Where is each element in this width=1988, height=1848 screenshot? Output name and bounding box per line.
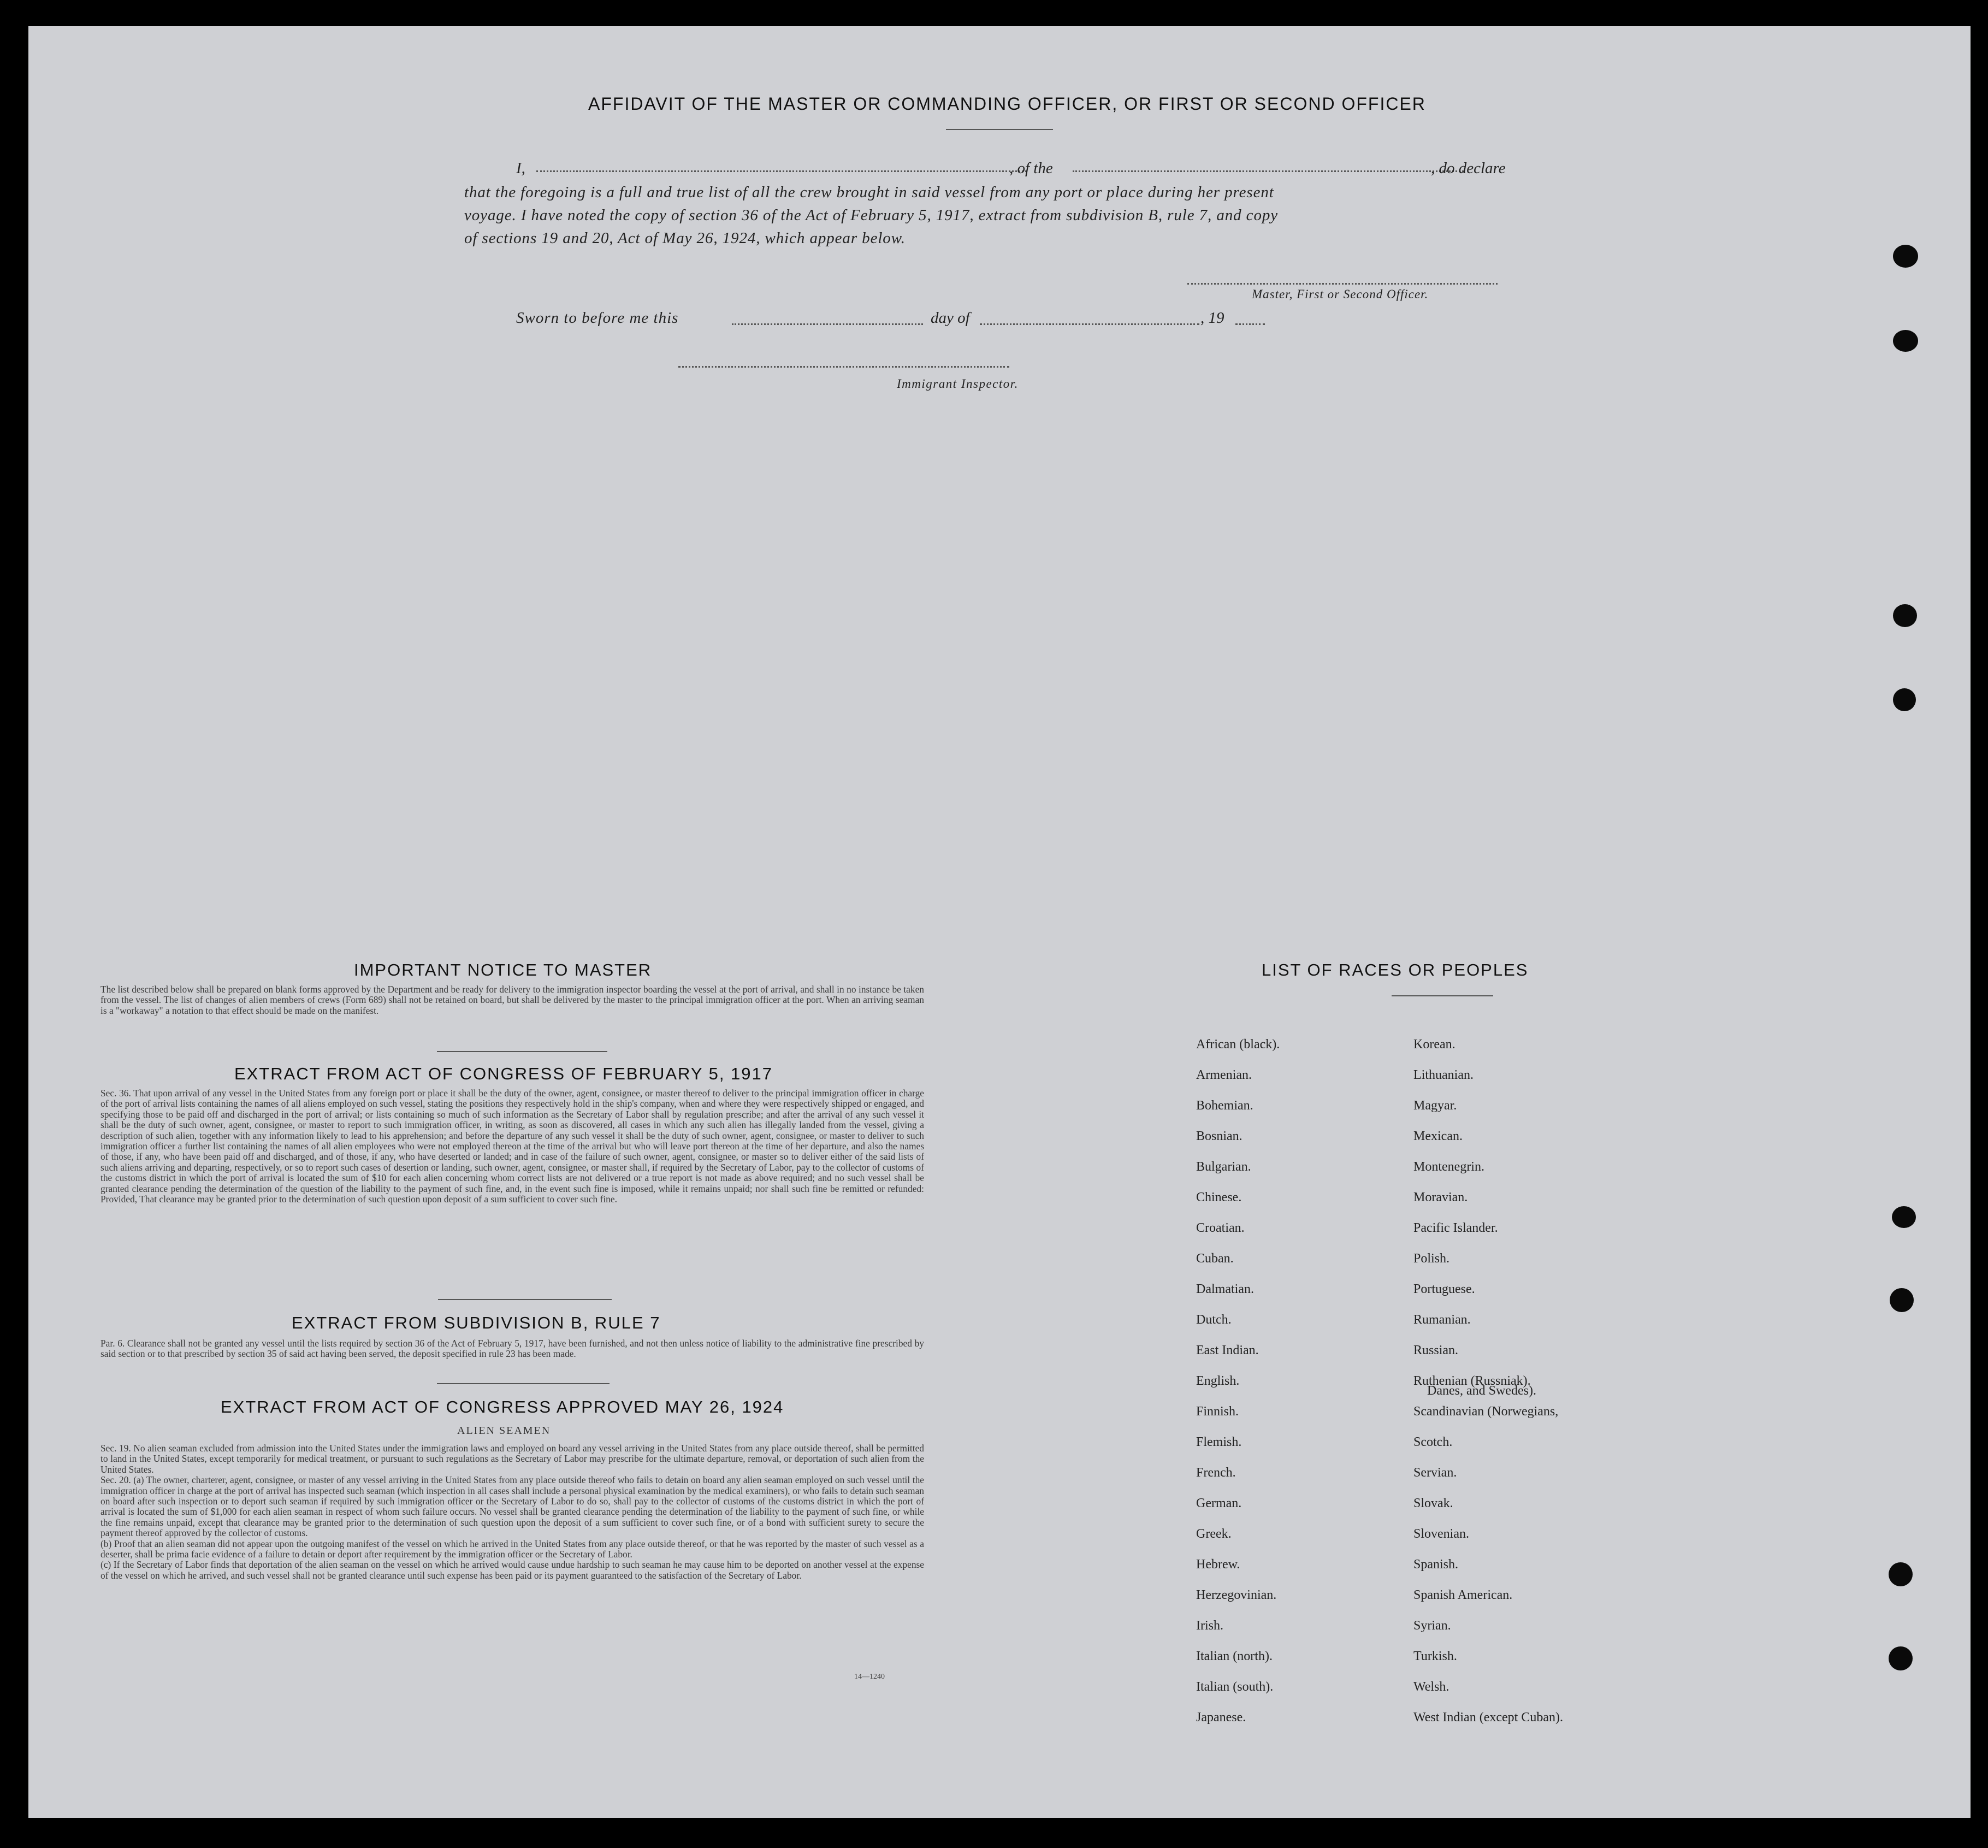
year-label: , 19 [1200, 309, 1224, 327]
race-item-moravian: Moravian. [1413, 1190, 1468, 1205]
extract-1917-text: Sec. 36. That upon arrival of any vessel in the United States from any foreign port or place it shall be the duty of the owner, agent, consignee, or master thereof to deliver to the principal immigration officer in charge of the port of arrival lists containing the names of all aliens employed on such vessel, stating the positions they respectively hold in the ship's company, when and where they were respectively shipped or engaged, and specifying those to be paid off and discharged in the port of arrival; or lists containing so much of such information as the Secretary of Labor shall by regulation prescribe; and after the arrival of any such vessel it shall be the duty of such owner, agent, consignee, or master to report to such immigration officer, in writing, as soon as discovered, all cases in which any such alien has illegally landed from the vessel, giving a description of such alien, together with any information likely to lead to his apprehension; and before the departure of any such vessel it shall be the duty of such owner, agent, consignee, or master to deliver to such immigration officer a further list containing the names of all alien employees who were not employed thereon at the time of the arrival but who will leave port thereon at the time of her departure, and also the names of those, if any, who have been paid off and discharged, and of those, if any, who have deserted or landed; and in case of the failure of such owner, agent, consignee, or master so to deliver either of the said lists of such aliens arriving and departing, respectively, or so to report such cases of desertion or landing, such owner, agent, consignee, or master shall, if required by the Secretary of Labor, pay to the collector of customs of the customs district in which the port of arrival is located the sum of $10 for each alien concerning whom correct lists are not delivered or a true report is not made as above required; and no such vessel shall be granted clearance pending the determination of the question of the liability to the payment of such fine, and, in the event such fine is imposed, while it remains unpaid; nor shall such fine be remitted or refunded: Provided, That clearance may be granted prior to the determination of such question upon deposit of a sum sufficient to cover such fine. [100, 1088, 924, 1205]
race-item-ruthenian-russniak: Ruthenian (Russniak). [1413, 1374, 1531, 1388]
affidavit-line-4: of sections 19 and 20, Act of May 26, 1924, which appear below. [464, 229, 906, 247]
race-item-dutch: Dutch. [1196, 1313, 1232, 1327]
extract-1917-rule [438, 1299, 612, 1300]
affidavit-line-3: voyage. I have noted the copy of section 36 of the Act of February 5, 1917, extract from subdivision B, rule 7, and copy [464, 206, 1279, 224]
sec-20a-text: Sec. 20. (a) The owner, charterer, agent, consignee, or master of any vessel arriving in the United States from any place outside thereof who fails to detain on board any alien seaman employed on such vessel until the immigration officer in charge at the port of arrival has inspected such seaman (which inspection in all cases shall include a personal physical examination by the medical examiners), or who fails to detain such seaman on board after such inspection or to deport such seaman if required by such immigration officer or the Secretary of Labor to do so, shall pay to the collector of customs of the customs district in which the port of arrival is located the sum of $1,000 for each alien seaman in respect of whom such failure occurs. No vessel shall be granted clearance pending the determination of the liability to the payment of such fine, or while the fine remains unpaid, except that clearance may be granted prior to the determination of such question upon the deposit of a sum sufficient to cover such fine, or of a bond with sufficient surety to secure the payment thereof approved by the collector of customs. [100, 1474, 924, 1539]
race-item-rumanian: Rumanian. [1413, 1313, 1471, 1327]
race-item-bulgarian: Bulgarian. [1196, 1160, 1251, 1174]
race-item-african-black: African (black). [1196, 1037, 1280, 1052]
race-item-montenegrin: Montenegrin. [1413, 1160, 1484, 1174]
form-number: 14—1240 [854, 1673, 885, 1681]
punch-hole [1889, 1646, 1913, 1670]
race-item-russian: Russian. [1413, 1343, 1459, 1357]
race-item-japanese: Japanese. [1196, 1710, 1246, 1725]
sec-20c-text: (c) If the Secretary of Labor finds that deportation of the alien seaman on the vessel on which he arrived would cause undue hardship to such seaman he may cause him to be deported on another vessel at the expense of the vessel on which he arrived, and such vessel shall not be granted clearance until such expense has been paid or its payment guaranteed to the satisfaction of the Secretary of Labor. [100, 1559, 924, 1581]
race-item-english: English. [1196, 1374, 1240, 1388]
race-item-mexican: Mexican. [1413, 1129, 1463, 1143]
race-item-dalmatian: Dalmatian. [1196, 1282, 1254, 1296]
rule-7-text: Par. 6. Clearance shall not be granted any vessel until the lists required by section 36 of the Act of February 5, 1917, have been furnished, and not then unless notice of liability to the administrative fine prescribed by said section or to that prescribed by section 35 of said act having been served, the deposit specified in rule 23 has been made. [100, 1338, 924, 1360]
race-item-spanish-american: Spanish American. [1413, 1588, 1513, 1602]
race-item-west-indian-except-cuban: West Indian (except Cuban). [1413, 1710, 1563, 1725]
affidavit-declare-label: , do declare [1431, 160, 1506, 177]
race-item-flemish: Flemish. [1196, 1435, 1242, 1449]
race-item-greek: Greek. [1196, 1527, 1232, 1541]
affidavit-of-the-label: , of the [1009, 160, 1053, 177]
race-item-syrian: Syrian. [1413, 1619, 1451, 1633]
race-item-italian-north: Italian (north). [1196, 1649, 1273, 1663]
race-item-cuban: Cuban. [1196, 1251, 1234, 1266]
races-title-rule [1392, 995, 1493, 996]
affidavit-title: AFFIDAVIT OF THE MASTER OR COMMANDING OFFICER, OR FIRST OR SECOND OFFICER [588, 94, 1426, 114]
race-item-servian: Servian. [1413, 1466, 1457, 1480]
race-item-lithuanian: Lithuanian. [1413, 1068, 1474, 1082]
race-item-slovak: Slovak. [1413, 1496, 1453, 1510]
race-item-italian-south: Italian (south). [1196, 1680, 1274, 1694]
punch-hole [1893, 604, 1917, 627]
master-name-field[interactable] [536, 170, 1027, 172]
extract-1917-title: EXTRACT FROM ACT OF CONGRESS OF FEBRUARY 5, 1917 [234, 1064, 773, 1083]
race-item-bohemian: Bohemian. [1196, 1099, 1253, 1113]
race-item-irish: Irish. [1196, 1619, 1223, 1633]
sworn-year-field[interactable] [1235, 323, 1265, 325]
punch-hole [1893, 688, 1916, 711]
race-item-turkish: Turkish. [1413, 1649, 1457, 1663]
race-item-magyar: Magyar. [1413, 1099, 1457, 1113]
race-item-scandinavian-continued: Danes, and Swedes). [1427, 1384, 1536, 1398]
race-item-scandinavian-norwegians: Scandinavian (Norwegians, [1413, 1404, 1559, 1419]
race-item-finnish: Finnish. [1196, 1404, 1239, 1419]
race-item-german: German. [1196, 1496, 1242, 1510]
race-item-hebrew: Hebrew. [1196, 1557, 1240, 1572]
race-item-east-indian: East Indian. [1196, 1343, 1259, 1357]
inspector-signature-label: Immigrant Inspector. [897, 377, 1019, 391]
master-signature-field[interactable] [1187, 283, 1498, 285]
rule-7-rule [437, 1383, 610, 1384]
race-item-polish: Polish. [1413, 1251, 1450, 1266]
notice-text: The list described below shall be prepared on blank forms approved by the Department and be ready for delivery to the immigration inspector boarding the vessel at the port of arrival, and shall in no instance be taken from the vessel. The list of changes of alien members of crews (Form 689) shall not be retained on board, but shall be delivered by the master to the principal immigration officer at the port. When an arriving seaman is a "workaway" a notation to that effect should be made on the manifest. [100, 984, 924, 1016]
form-sheet [28, 26, 1971, 1818]
punch-hole [1893, 330, 1918, 352]
races-title: LIST OF RACES OR PEOPLES [1262, 960, 1529, 979]
race-item-slovenian: Slovenian. [1413, 1527, 1469, 1541]
affidavit-title-rule [946, 129, 1053, 130]
extract-1924-text [100, 1443, 924, 1581]
race-item-scotch: Scotch. [1413, 1435, 1453, 1449]
race-item-chinese: Chinese. [1196, 1190, 1242, 1205]
extract-1924-title: EXTRACT FROM ACT OF CONGRESS APPROVED MAY 26, 1924 [221, 1397, 784, 1416]
master-signature-label: Master, First or Second Officer. [1252, 287, 1429, 301]
rule-7-title: EXTRACT FROM SUBDIVISION B, RULE 7 [292, 1313, 661, 1332]
race-item-welsh: Welsh. [1413, 1680, 1449, 1694]
race-item-portuguese: Portuguese. [1413, 1282, 1475, 1296]
affidavit-line-2: that the foregoing is a full and true list of all the crew brought in said vessel from any port or place during her present [464, 184, 1274, 201]
sworn-day-field[interactable] [732, 323, 923, 325]
race-item-armenian: Armenian. [1196, 1068, 1252, 1082]
punch-hole [1893, 245, 1918, 268]
vessel-name-field[interactable] [1073, 170, 1464, 172]
race-item-herzegovinian: Herzegovinian. [1196, 1588, 1277, 1602]
sworn-label: Sworn to before me this [516, 309, 679, 327]
sec-19-text: Sec. 19. No alien seaman excluded from admission into the United States under the immigration laws and employed on board any vessel arriving in the United States from any place outside thereof, shall be permitted to land in the United States, except temporarily for medical treatment, or pursuant to such regulations as the Secretary of Labor may prescribe for the ultimate departure, removal, or deportation of such alien from the United States. [100, 1443, 924, 1475]
race-item-spanish: Spanish. [1413, 1557, 1459, 1572]
alien-seamen-subtitle: ALIEN SEAMEN [457, 1425, 551, 1437]
race-item-pacific-islander: Pacific Islander. [1413, 1221, 1498, 1235]
race-item-korean: Korean. [1413, 1037, 1455, 1052]
sworn-month-field[interactable] [980, 323, 1199, 325]
day-of-label: day of [931, 309, 970, 327]
sec-20b-text: (b) Proof that an alien seaman did not appear upon the outgoing manifest of the vessel on which he arrived in the United States from any place outside thereof, or that he was reported by the master of such vessel as a deserter, shall be prima facie evidence of a failure to detain or deport after requirement by the immigration officer or the Secretary of Labor. [100, 1538, 924, 1560]
punch-hole [1892, 1206, 1916, 1228]
inspector-signature-field[interactable] [678, 366, 1009, 368]
affidavit-i-label: I, [516, 160, 525, 177]
race-item-bosnian: Bosnian. [1196, 1129, 1242, 1143]
race-item-croatian: Croatian. [1196, 1221, 1245, 1235]
punch-hole [1889, 1562, 1913, 1586]
race-item-french: French. [1196, 1466, 1236, 1480]
notice-rule [437, 1051, 607, 1052]
notice-title: IMPORTANT NOTICE TO MASTER [354, 960, 652, 979]
punch-hole [1890, 1288, 1914, 1312]
